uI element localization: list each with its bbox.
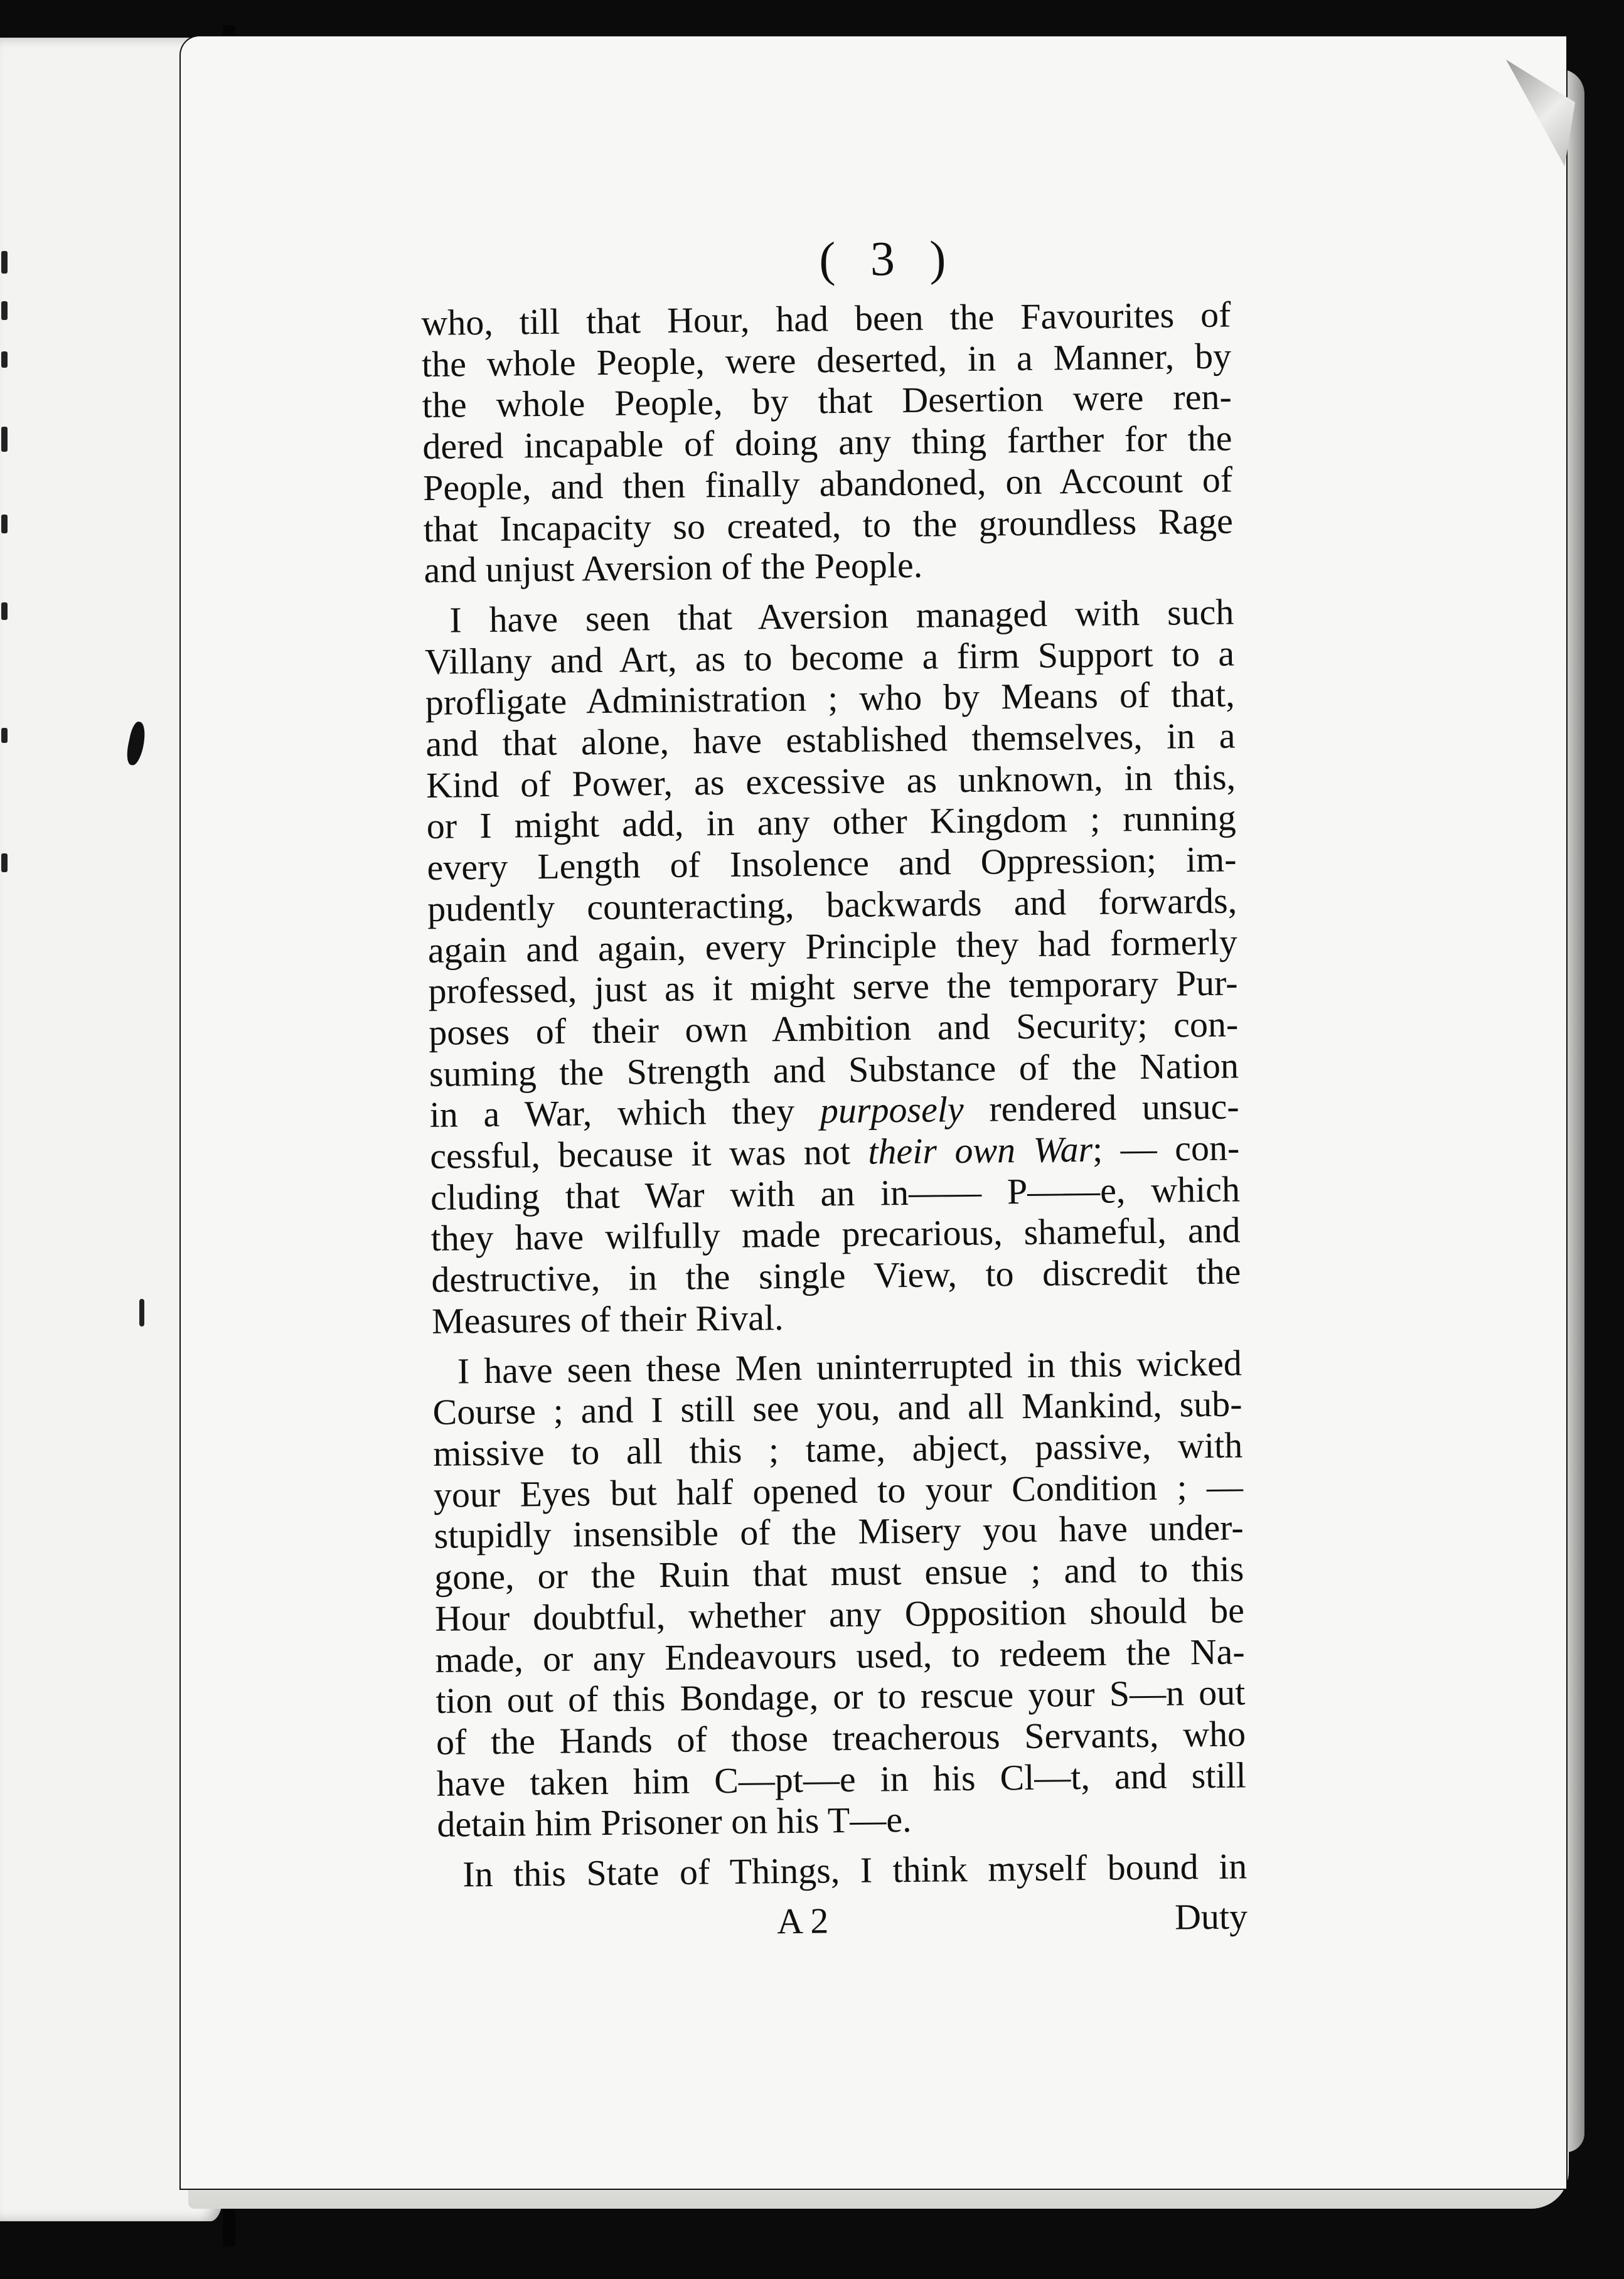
text-run: cessful, because it was not (429, 1131, 868, 1177)
text-line: or I might add, in any other Kingdom ; running (426, 797, 1237, 847)
text-line: and that alone, have established themselves, in a (425, 715, 1236, 764)
text-line: pudently counteracting, backwards and forwards, (427, 880, 1237, 929)
text-line: of the Hands of those treacherous Servants, who (435, 1713, 1246, 1763)
text-line: suming the Strength and Substance of the Nation (429, 1045, 1239, 1094)
text-line: profligate Administration ; who by Means of that, (425, 673, 1236, 723)
paragraph (432, 1342, 1247, 1845)
text-line: poses of their own Ambition and Security; con- (428, 1003, 1239, 1053)
paragraph (421, 294, 1234, 590)
text-line: gone, or the Ruin that must ensue ; and to this (434, 1548, 1244, 1598)
text-line: Course ; and I still see you, and all Mankind, sub- (432, 1383, 1242, 1433)
text-line: have taken him C—pt—e in his Cl—t, and still (436, 1754, 1247, 1804)
text-line: I have seen that Aversion managed with such (449, 591, 1234, 641)
signature-mark: A 2 (776, 1900, 829, 1941)
text-line: destructive, in the single View, to discredit the (431, 1251, 1241, 1301)
text-line: and unjust Aversion of the People. (424, 544, 923, 591)
paragraph (424, 591, 1241, 1342)
text-run: ; — con- (1092, 1127, 1240, 1170)
catchword: Duty (1174, 1896, 1248, 1938)
text-line: stupidly insensible of the Misery you have under- (434, 1507, 1244, 1557)
text-run: in a War, which they (429, 1090, 821, 1136)
text-line: tion out of this Bondage, or to rescue your S—n out (435, 1672, 1246, 1722)
text-line: Villany and Art, as to become a firm Support to a (424, 632, 1235, 682)
text-line: the whole People, by that Desertion were ren- (422, 376, 1232, 426)
page-text (420, 230, 1247, 1945)
text-line: cluding that War with an in—— P——e, which (430, 1168, 1241, 1218)
paragraph (437, 1845, 1247, 1895)
text-line: dered incapable of doing any thing farther for the (422, 417, 1232, 467)
italic-text-run: their own War (868, 1128, 1093, 1172)
text-line: Measures of their Rival. (431, 1296, 784, 1342)
text-line: Hour doubtful, whether any Opposition should be (434, 1589, 1245, 1639)
text-line: the whole People, were deserted, in a Manner, by (421, 335, 1232, 385)
text-line: your Eyes but half opened to your Condition ; — (433, 1466, 1244, 1515)
page-footer (438, 1896, 1248, 1945)
text-line: detain him Prisoner on his T—e. (437, 1799, 912, 1845)
italic-text-run: purposely (820, 1089, 964, 1131)
body-text (421, 294, 1247, 1895)
page-number: ( 3 ) (818, 230, 958, 287)
text-line: that Incapacity so created, to the groundless Rage (423, 499, 1234, 550)
text-line: professed, just as it might serve the temporary Pur- (428, 962, 1238, 1012)
text-run: rendered unsuc- (963, 1086, 1239, 1130)
text-line: they have wilfully made precarious, shameful, and (430, 1209, 1241, 1259)
text-line: missive to all this ; tame, abject, passive, with (432, 1424, 1243, 1474)
text-line: In this State of Things, I think myself bound in (462, 1845, 1247, 1895)
text-line: every Length of Insolence and Oppression; im- (427, 838, 1237, 889)
text-line: made, or any Endeavours used, to redeem the Na- (435, 1630, 1245, 1680)
text-line: I have seen these Men uninterrupted in this wicked (457, 1342, 1242, 1392)
ink-smudge (139, 1299, 144, 1326)
text-line: Kind of Power, as excessive as unknown, in this, (425, 756, 1236, 806)
text-line: who, till that Hour, had been the Favourites of (421, 294, 1231, 343)
text-line: again and again, every Principle they had formerly (427, 921, 1238, 971)
text-line: People, and then finally abandoned, on Account of (422, 459, 1233, 508)
